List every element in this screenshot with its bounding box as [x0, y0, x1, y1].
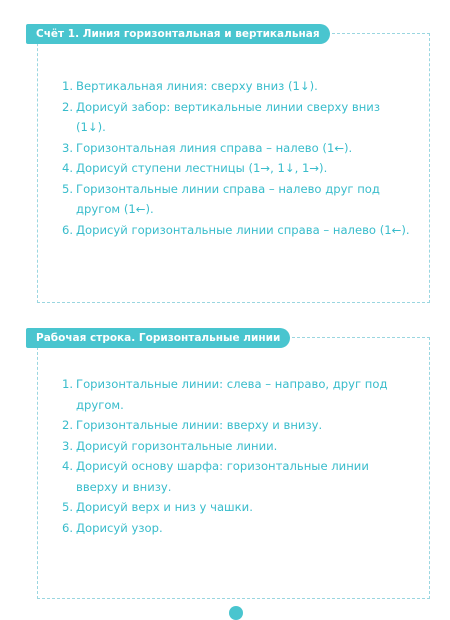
item-text: Дорисуй верх и низ у чашки. [76, 500, 253, 514]
list-item [62, 158, 411, 179]
item-number: 2. [62, 418, 74, 432]
list-item [62, 436, 411, 457]
item-number: 3. [62, 140, 74, 155]
section-title-tab: Рабочая строка. Горизонтальные линии [26, 328, 290, 348]
item-text: Дорисуй основу шарфа: горизонтальные линии вверху и внизу. [76, 459, 369, 494]
item-number: 5. [62, 500, 74, 514]
section-title-tab: Счёт 1. Линия горизонтальная и вертикальная [26, 24, 330, 44]
exercise-panel-count-1 [36, 28, 430, 303]
item-text: Дорисуй узор. [76, 520, 163, 535]
list-item [62, 518, 411, 539]
page-number-marker [229, 606, 243, 620]
item-number: 1. [62, 79, 74, 93]
list-item [62, 497, 411, 518]
item-text: Горизонтальные линии справа – налево друг под другом (1←). [76, 181, 380, 216]
list-item [62, 415, 411, 436]
item-number: 4. [62, 459, 74, 473]
item-number: 1. [62, 377, 74, 391]
list-item [62, 456, 411, 497]
item-number: 6. [62, 222, 74, 237]
list-item [62, 179, 411, 220]
item-text: Дорисуй ступени лестницы (1→, 1↓, 1→). [76, 161, 328, 175]
list-item [62, 220, 411, 241]
item-text: Дорисуй горизонтальные линии справа – налево (1←). [76, 222, 410, 237]
list-item [62, 97, 411, 138]
item-text: Вертикальная линия: сверху вниз (1↓). [76, 79, 318, 93]
item-text: Дорисуй горизонтальные линии. [76, 438, 278, 453]
list-item [62, 374, 411, 415]
item-number: 5. [62, 181, 74, 196]
item-number: 3. [62, 438, 74, 453]
item-number: 6. [62, 520, 74, 535]
item-text: Горизонтальные линии: слева – направо, друг под другом. [76, 377, 388, 412]
list-item [62, 76, 411, 97]
item-text: Горизонтальные линии: вверху и внизу. [76, 418, 323, 432]
item-number: 2. [62, 99, 74, 114]
item-number: 4. [62, 161, 74, 175]
exercise-panel-work-line [36, 332, 430, 599]
instruction-list [62, 76, 411, 240]
instruction-list [62, 374, 411, 538]
list-item [62, 138, 411, 159]
item-text: Дорисуй забор: вертикальные линии сверху вниз (1↓). [76, 99, 380, 134]
item-text: Горизонтальная линия справа – налево (1←). [76, 140, 353, 155]
